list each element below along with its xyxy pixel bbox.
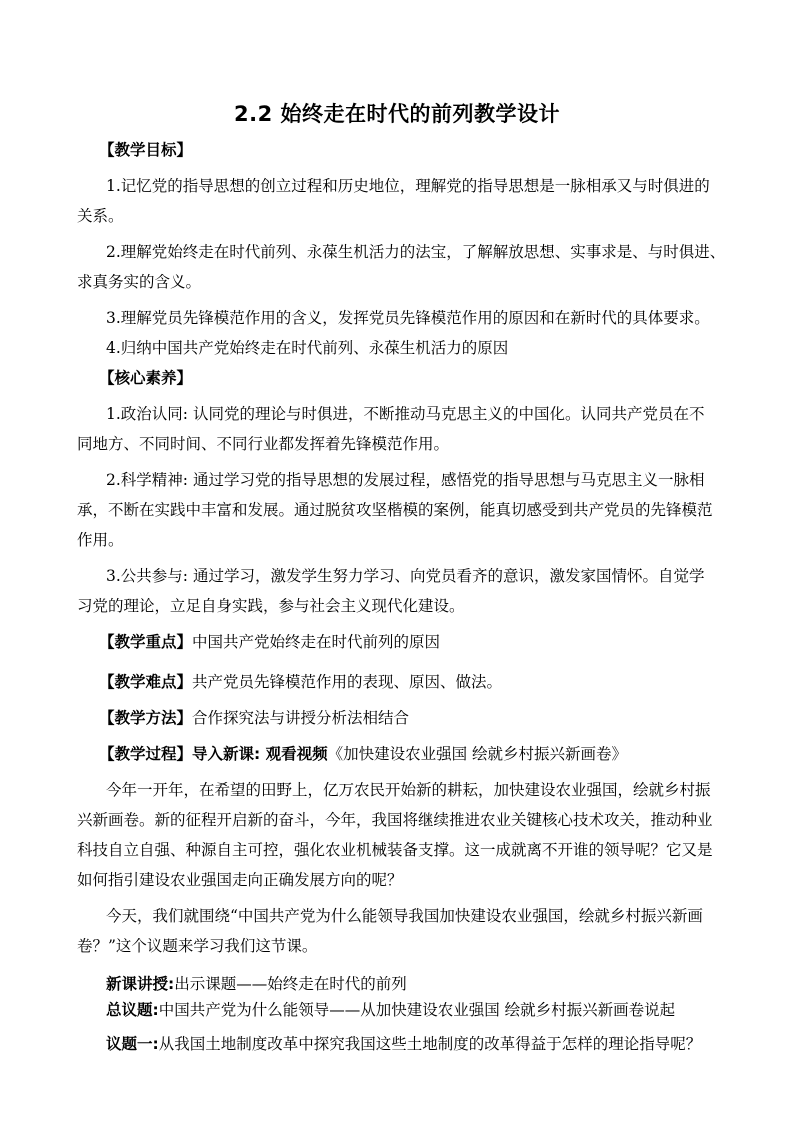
intro-paragraph-line-4: 如何指引建设农业强国走向正确发展方向的呢？: [77, 871, 403, 889]
literacy-1-line-1: 1.政治认同: 认同党的理论与时俱进，不断推动马克思主义的中国化。认同共产党员在不: [106, 405, 705, 423]
overall-topic-label: 总议题:: [106, 1001, 159, 1019]
page-title: 2.2 始终走在时代的前列教学设计: [233, 102, 560, 126]
intro-paragraph-line-3: 科技自立自强、种源自主可控，强化农业机械装备支撑。这一成就离不开谁的领导呢？它又是: [77, 841, 713, 859]
method-heading: 【教学方法】: [99, 709, 193, 727]
process-intro: 导入新课: 观看视频: [192, 745, 328, 763]
process-row: [77, 739, 722, 769]
literacy-1-line-2: 同地方、不同时间、不同行业都发挥着先锋模范作用。: [77, 435, 450, 453]
document-body: [77, 135, 726, 1059]
objective-1-line-2: 关系。: [77, 207, 124, 225]
intro-paragraph-line-1: 今年一开年，在希望的田野上，亿万农民开始新的耕耘，加快建设农业强国，绘就乡村振: [106, 781, 711, 799]
process-heading: 【教学过程】: [99, 745, 193, 763]
intro-paragraph-line-2: 兴新画卷。新的征程开启新的奋斗，今年，我国将继续推进农业关键核心技术攻关，推动种业: [77, 811, 713, 829]
objective-2-line-2: 求真务实的含义。: [77, 273, 202, 291]
topic-one-text: 从我国土地制度改革中探究我国这些土地制度的改革得益于怎样的理论指导呢？: [158, 1035, 702, 1053]
difficulty-heading: 【教学难点】: [99, 673, 193, 691]
difficulty-text: 共产党员先锋模范作用的表现、原因、做法。: [192, 673, 503, 691]
method-row: [77, 703, 722, 733]
objectives-heading: 【教学目标】: [99, 141, 193, 159]
overall-topic-text: 中国共产党为什么能领导——从加快建设农业强国 绘就乡村振兴新画卷说起: [158, 1001, 676, 1019]
literacy-heading: 【核心素养】: [99, 369, 193, 387]
literacy-2-line-2: 承，不断在实践中丰富和发展。通过脱贫攻坚楷模的案例，能真切感受到共产党员的先锋模范: [77, 501, 713, 519]
lecture-label: 新课讲授:: [106, 975, 175, 993]
literacy-3-line-2: 习党的理论，立足自身实践，参与社会主义现代化建设。: [77, 597, 465, 615]
topic-one-row: [77, 1029, 722, 1059]
topic-paragraph-line-2: 卷？”这个议题来学习我们这节课。: [77, 937, 318, 955]
objective-3: 3.理解党员先锋模范作用的含义，发挥党员先锋模范作用的原因和在新时代的具体要求。: [106, 309, 710, 327]
objective-2-line-1: 2.理解党始终走在时代前列、永葆生机活力的法宝，了解解放思想、实事求是、与时俱进、: [106, 243, 726, 261]
process-video-title: 《加快建设农业强国 绘就乡村振兴新画卷》: [327, 745, 628, 763]
topic-one-label: 议题一:: [106, 1035, 159, 1053]
topic-paragraph-line-1: 今天，我们就围绕“中国共产党为什么能领导我国加快建设农业强国，绘就乡村振兴新画: [106, 907, 703, 925]
literacy-2-line-1: 2.科学精神: 通过学习党的指导思想的发展过程，感悟党的指导思想与马克思主义一脉相: [106, 471, 705, 489]
lecture-row: [77, 971, 722, 997]
literacy-2-line-3: 作用。: [77, 531, 124, 549]
literacy-3-line-1: 3.公共参与: 通过学习，激发学生努力学习、向党员看齐的意识，激发家国情怀。自觉学: [106, 567, 705, 585]
lecture-text: 出示课题——始终走在时代的前列: [174, 975, 407, 993]
objective-1-line-1: 1.记忆党的指导思想的创立过程和历史地位，理解党的指导思想是一脉相承又与时俱进的: [106, 177, 710, 195]
difficulty-row: [77, 667, 722, 697]
key-point-row: [77, 627, 722, 657]
key-point-text: 中国共产党始终走在时代前列的原因: [192, 633, 441, 651]
key-point-heading: 【教学重点】: [99, 633, 193, 651]
overall-topic-row: [77, 997, 722, 1023]
objective-4: 4.归纳中国共产党始终走在时代前列、永葆生机活力的原因: [106, 339, 509, 357]
method-text: 合作探究法与讲授分析法相结合: [192, 709, 410, 727]
